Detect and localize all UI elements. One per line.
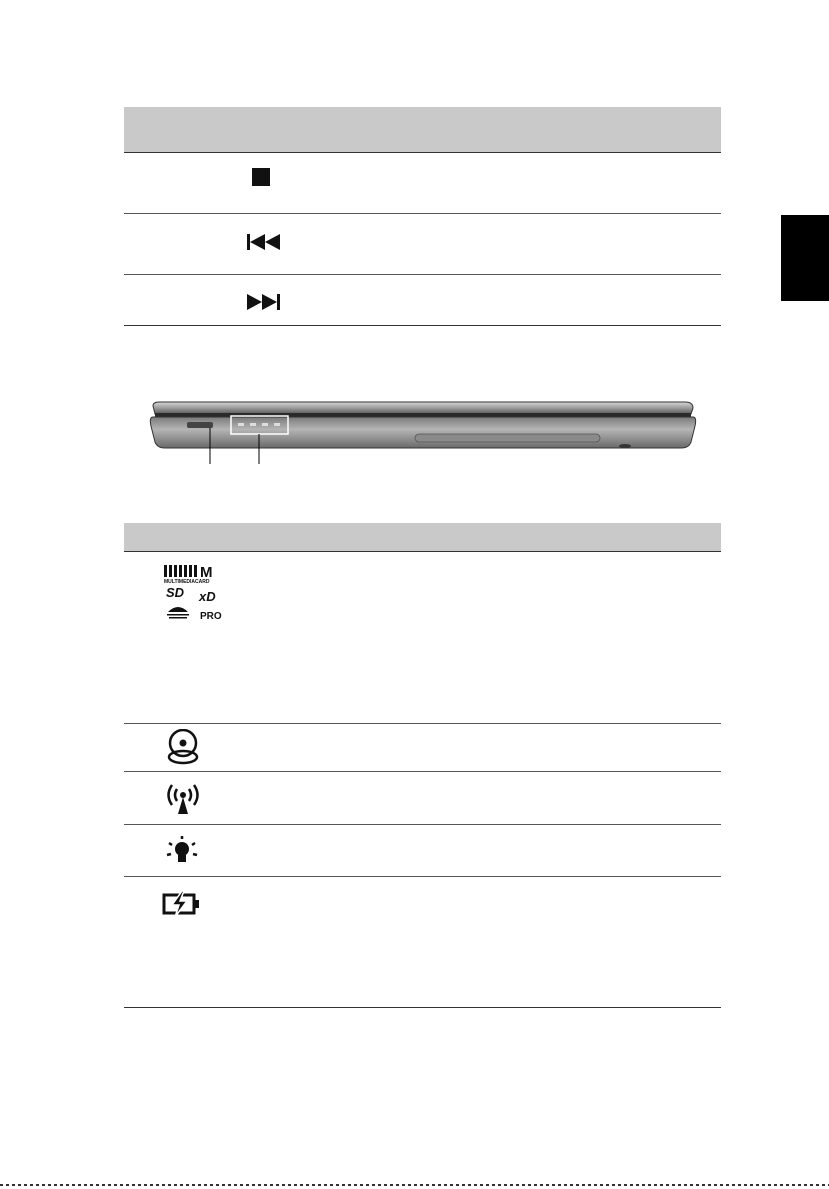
power-indicator-icon — [164, 835, 200, 869]
hdd-indicator-icon — [166, 729, 200, 765]
media-table-header — [124, 107, 721, 152]
page-crop-marks — [0, 1184, 829, 1186]
laptop-front-view — [145, 398, 705, 468]
front-table-row — [124, 552, 721, 723]
svg-text:xD: xD — [199, 589, 216, 604]
front-table-bottom-rule — [124, 1007, 721, 1008]
next-track-icon — [246, 292, 284, 312]
front-table-row — [124, 724, 721, 771]
svg-text:M: M — [200, 564, 213, 581]
memory-stick-pro-logo-text: PRO — [200, 611, 222, 620]
front-table-header — [124, 523, 721, 551]
media-table-row — [124, 214, 721, 274]
previous-track-icon — [246, 232, 284, 252]
front-table-row — [124, 877, 721, 1007]
battery-charging-icon — [162, 891, 202, 917]
media-table-row — [124, 153, 721, 213]
front-table-row — [124, 772, 721, 824]
media-table-bottom-rule — [124, 325, 721, 326]
chapter-side-tab — [781, 215, 829, 301]
multi-in-one-card-reader-icon — [164, 564, 228, 620]
multimediacard-logo-text: MULTIMEDIACARD — [164, 579, 210, 585]
front-table-row — [124, 825, 721, 876]
stop-icon — [251, 167, 271, 187]
svg-text:SD: SD — [166, 585, 185, 600]
wireless-communication-icon — [164, 782, 202, 816]
media-table-row — [124, 275, 721, 325]
